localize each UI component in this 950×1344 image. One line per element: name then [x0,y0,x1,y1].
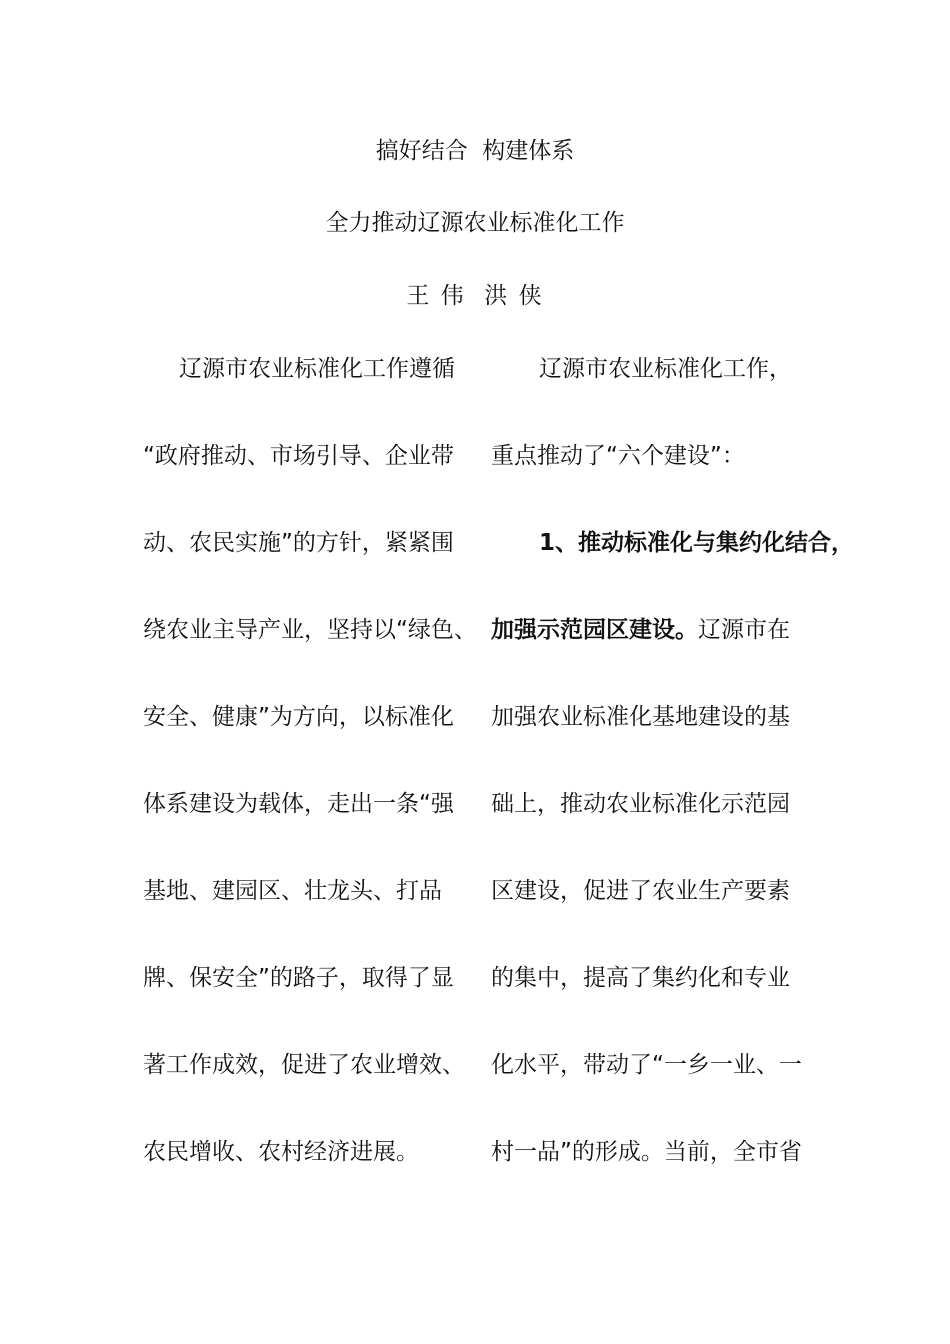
document-subtitle: 全力推动辽源农业标准化工作 [325,210,625,236]
section-heading-continued: 加强示范园区建设。 [491,617,698,643]
left-line: 牌、保安全”的路子，取得了显 [143,965,454,991]
left-column [143,353,479,1223]
right-line-text: 辽源市在 [698,617,790,643]
left-line: 动、农民实施”的方针，紧紧围 [143,530,454,556]
document-authors: 王 伟 洪 侠 [406,283,544,309]
document-title: 搞好结合 构建体系 [375,138,575,164]
right-line: 础上，推动农业标准化示范园 [491,791,790,817]
right-line [491,614,827,701]
left-line: 辽源市农业标准化工作遵循 [179,356,455,382]
right-column [491,353,855,1223]
left-line: 安全、健康”为方向，以标准化 [143,704,454,730]
right-line: 的集中，提高了集约化和专业 [491,965,790,991]
left-line: 基地、建园区、壮龙头、打品 [143,878,442,904]
left-line: 著工作成效，促进了农业增效、 [143,1052,465,1078]
left-line: “政府推动、市场引导、企业带 [143,443,454,469]
right-line: 村一品”的形成。当前，全市省 [491,1139,802,1165]
right-line: 区建设，促进了农业生产要素 [491,878,790,904]
section-heading: 1、推动标准化与集约化结合， [539,530,855,556]
left-line: 绕农业主导产业，坚持以“绿色、 [143,617,477,643]
right-line: 重点推动了“六个建设”： [491,443,745,469]
right-line: 化水平，带动了“一乡一业、一 [491,1052,802,1078]
right-line: 辽源市农业标准化工作， [539,356,792,382]
right-line: 加强农业标准化基地建设的基 [491,704,790,730]
left-line: 农民增收、农村经济进展。 [143,1139,419,1165]
left-line: 体系建设为载体，走出一条“强 [143,791,454,817]
